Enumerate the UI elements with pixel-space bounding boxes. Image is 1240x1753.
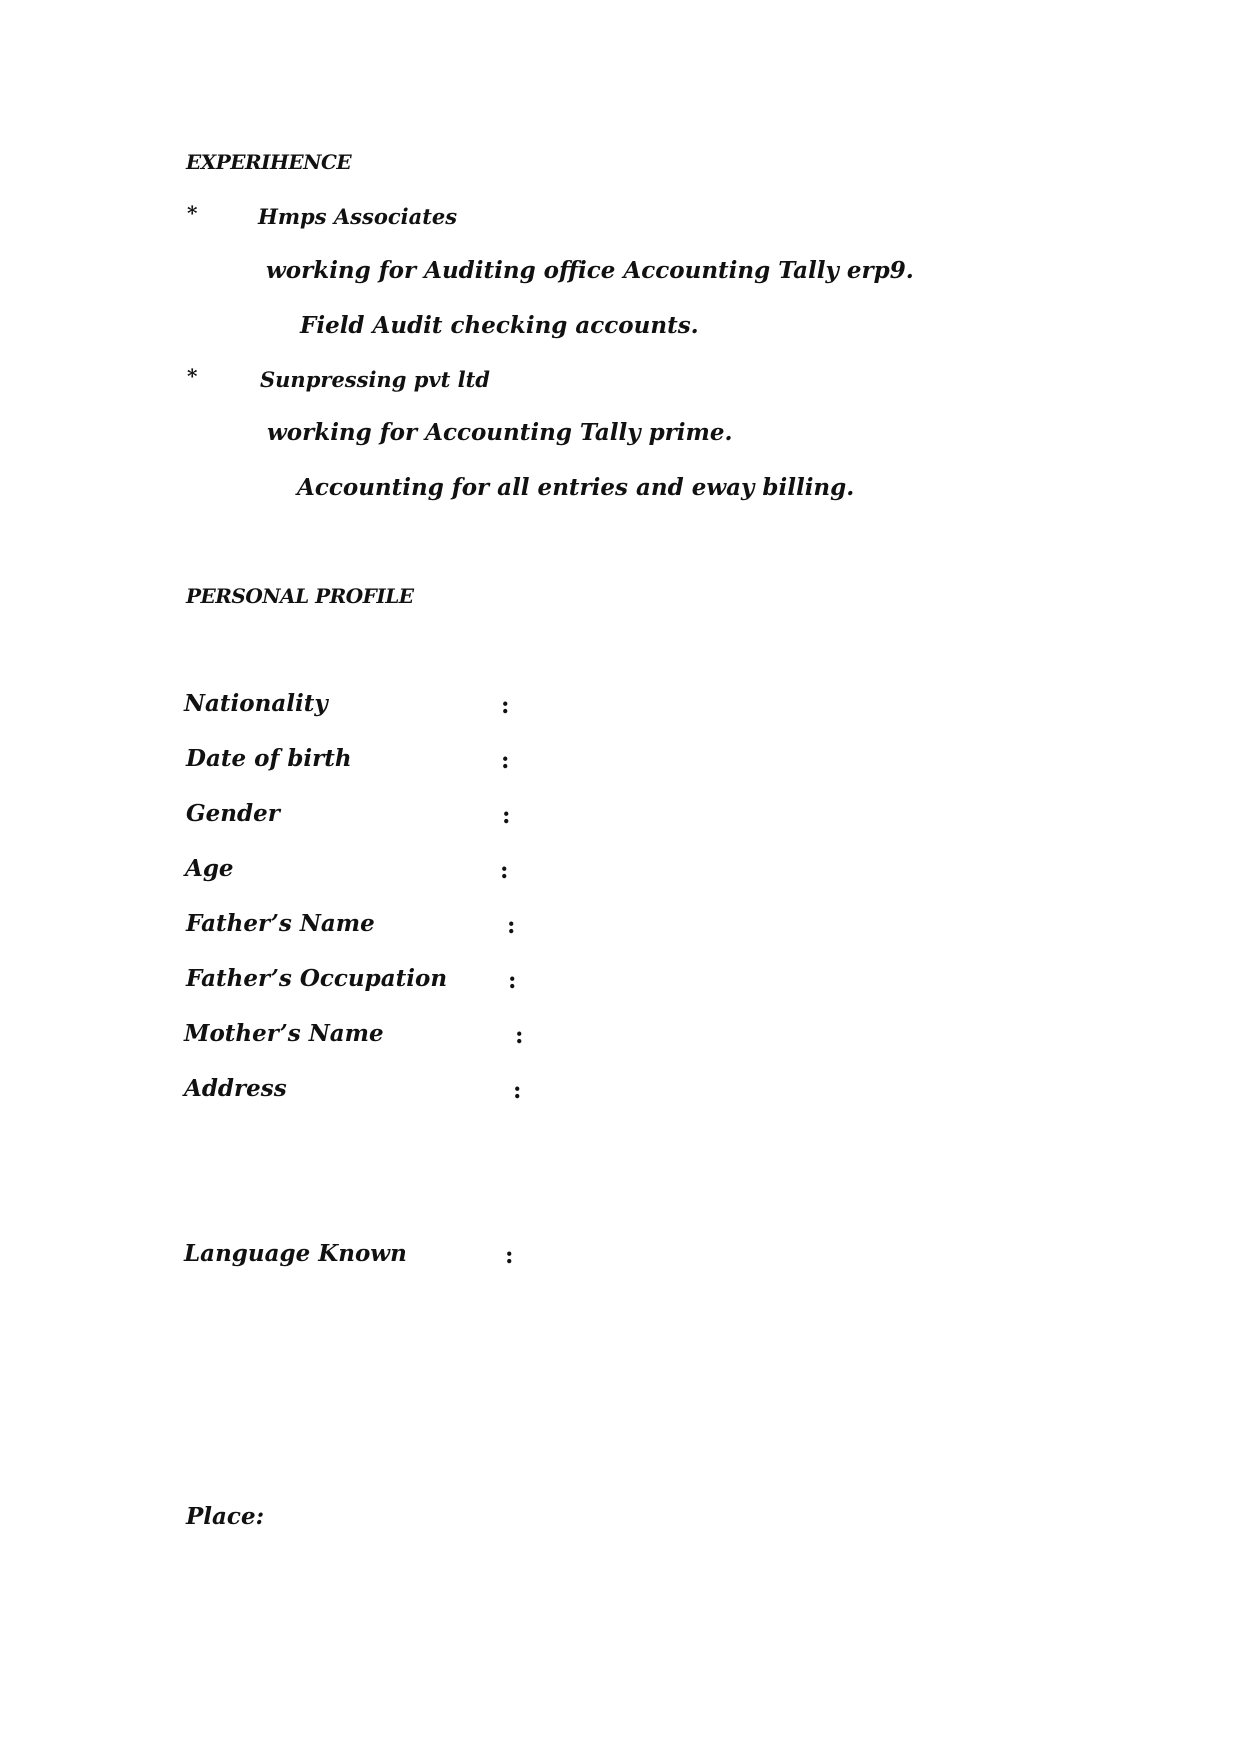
company-name: Sunpressing pvt ltd: [260, 367, 490, 392]
field-label-fathers-name: Father’s Name: [186, 910, 375, 937]
field-label-gender: Gender: [186, 800, 280, 827]
bullet-marker: *: [187, 364, 198, 388]
experience-heading: EXPERIHENCE: [186, 150, 352, 174]
field-separator: :: [501, 692, 510, 719]
bullet-marker: *: [187, 201, 198, 225]
field-separator: :: [501, 747, 510, 774]
field-separator: :: [508, 967, 517, 994]
field-separator: :: [500, 857, 509, 884]
personal-profile-heading: PERSONAL PROFILE: [186, 584, 414, 608]
field-separator: :: [502, 802, 511, 829]
job-description-line: working for Accounting Tally prime.: [267, 419, 733, 446]
job-description-line: working for Auditing office Accounting Tally erp9.: [266, 257, 914, 284]
field-separator: :: [507, 912, 516, 939]
field-separator: :: [513, 1077, 522, 1104]
field-label-language-known: Language Known: [184, 1240, 407, 1267]
field-label-fathers-occupation: Father’s Occupation: [186, 965, 448, 992]
field-label-mothers-name: Mother’s Name: [184, 1020, 384, 1047]
job-description-line: Field Audit checking accounts.: [300, 312, 699, 339]
job-description-line: Accounting for all entries and eway billing.: [297, 474, 855, 501]
place-label: Place:: [186, 1503, 265, 1530]
field-separator: :: [505, 1242, 514, 1269]
field-label-nationality: Nationality: [184, 690, 328, 717]
field-label-date-of-birth: Date of birth: [186, 745, 352, 772]
company-name: Hmps Associates: [258, 204, 458, 229]
field-label-age: Age: [185, 855, 234, 882]
field-label-address: Address: [184, 1075, 287, 1102]
field-separator: :: [515, 1022, 524, 1049]
